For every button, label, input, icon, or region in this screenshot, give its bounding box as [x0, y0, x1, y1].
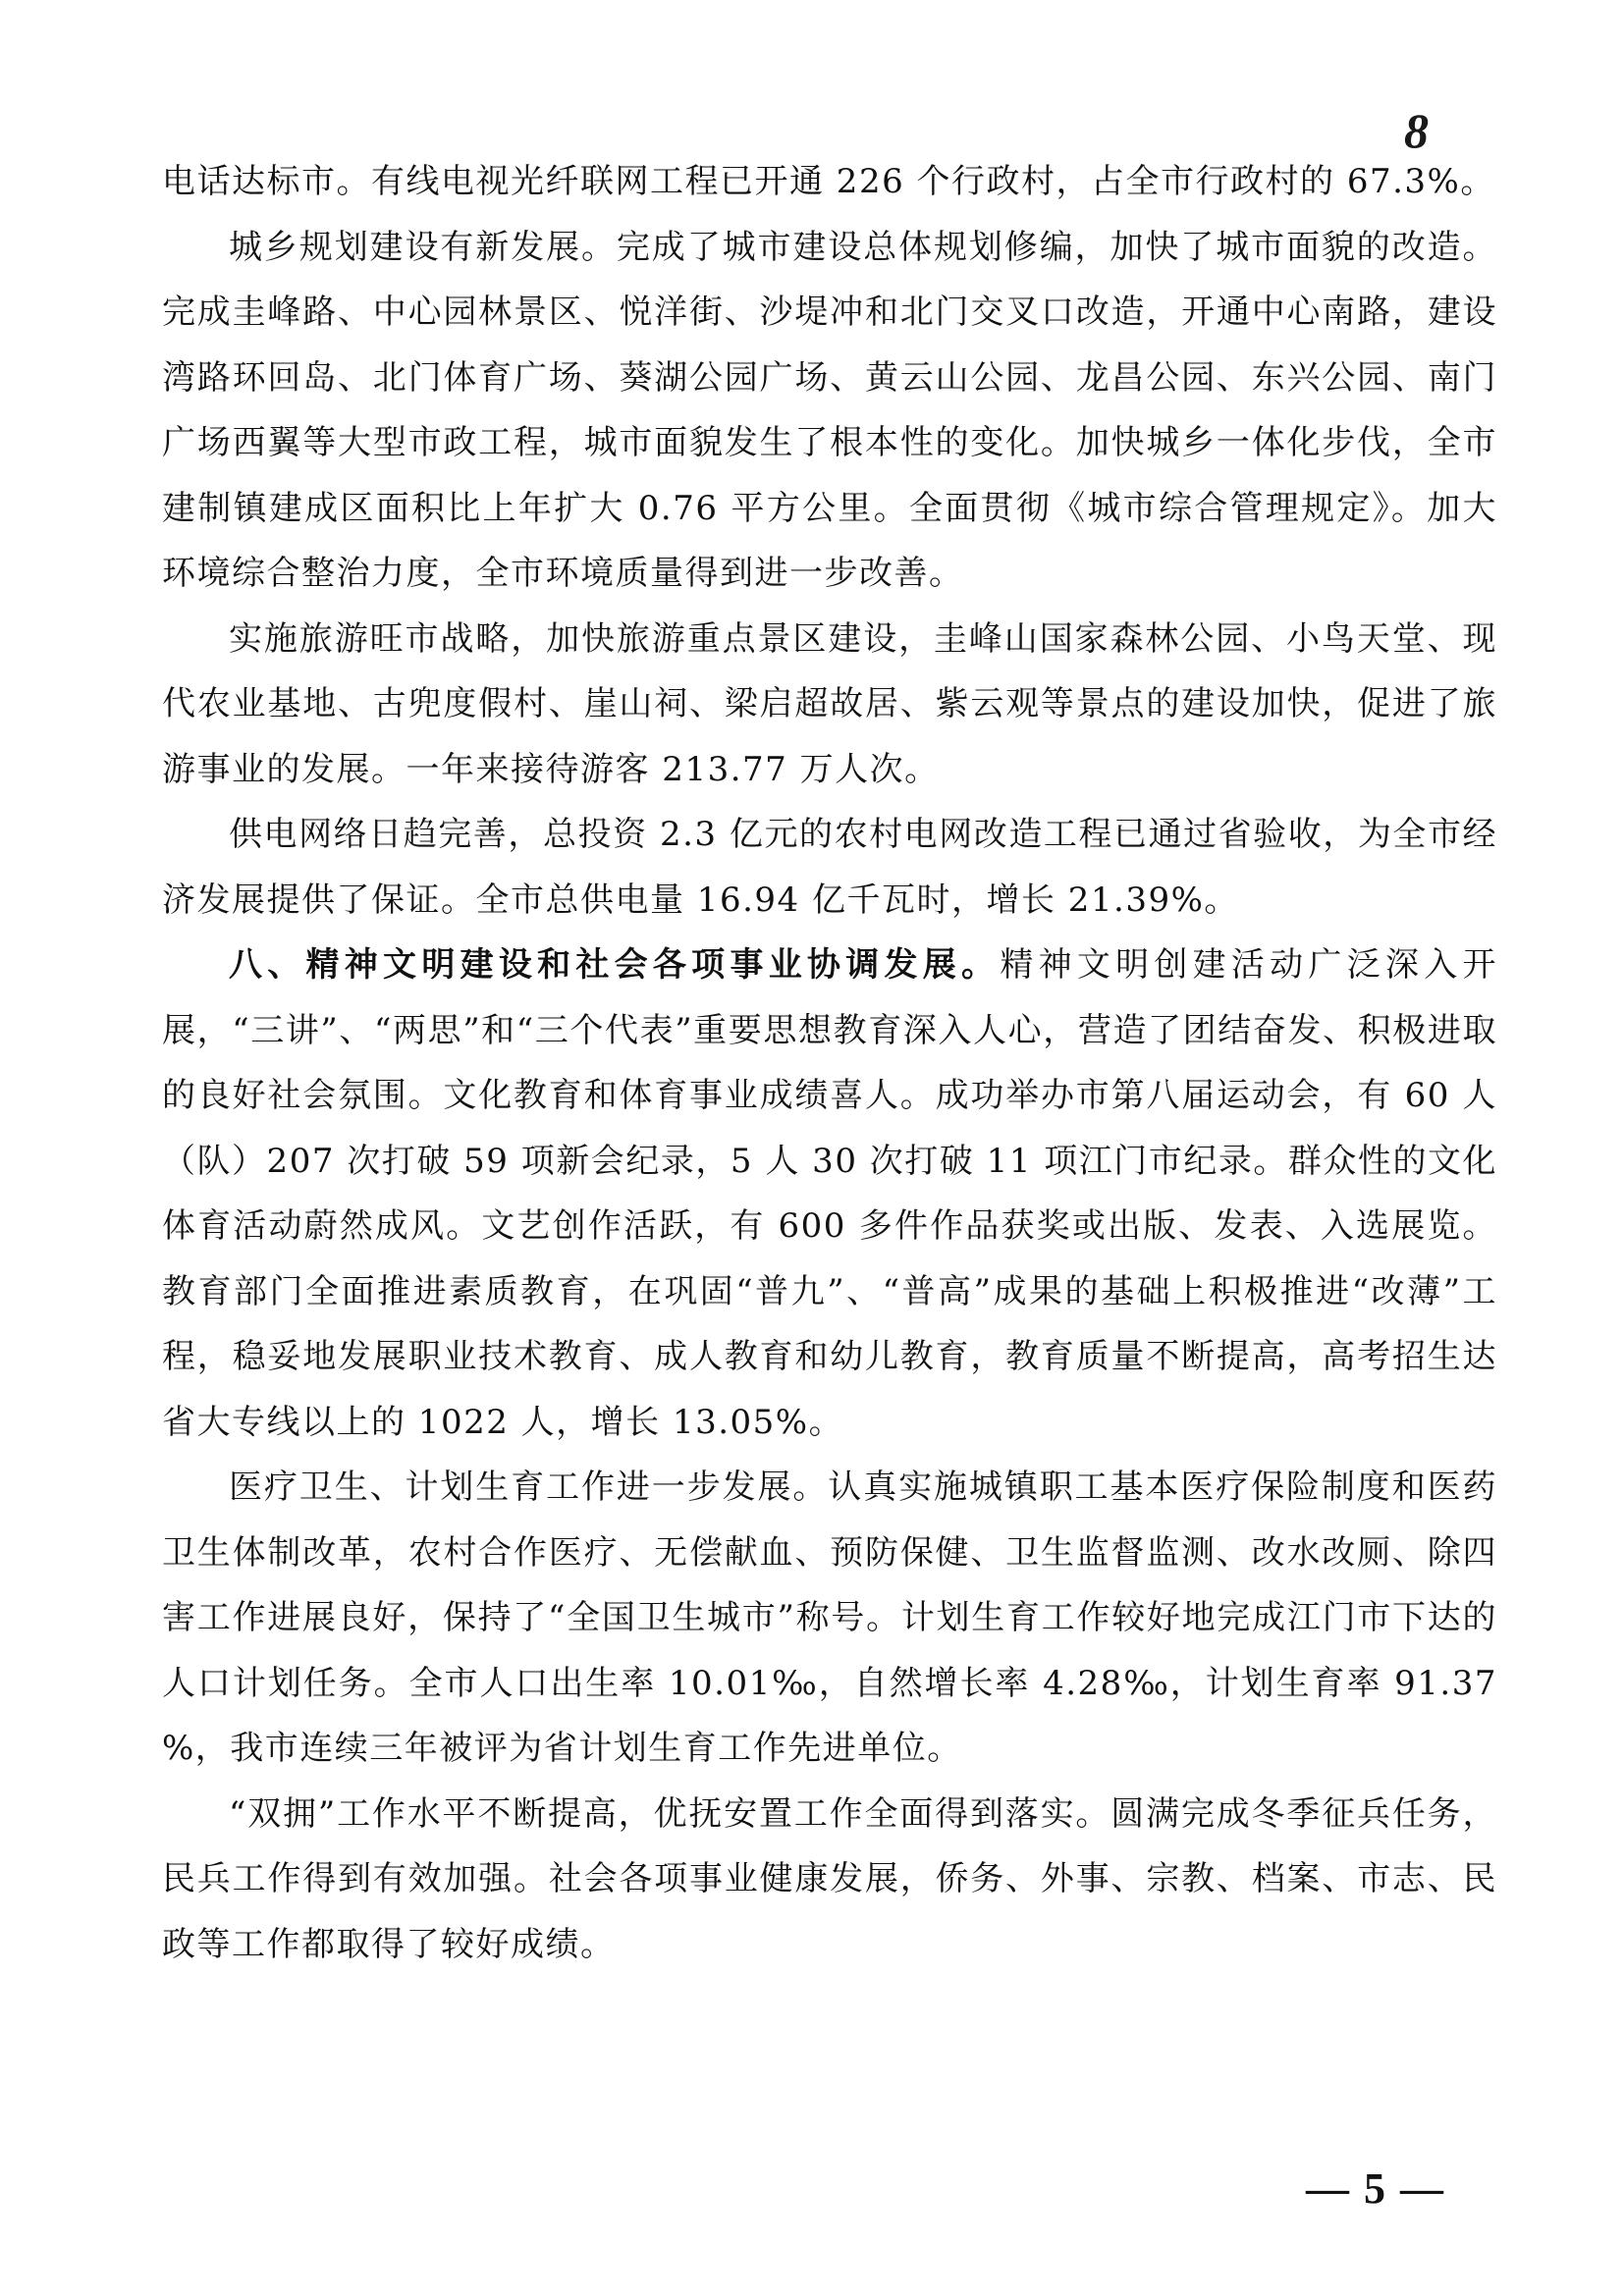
paragraph-military-support	[162, 1782, 1497, 1978]
paragraph-text: “双拥”工作水平不断提高，优抚安置工作全面得到落实。圆满完成冬季征兵任务，民兵工作得到有效加强。社会各项事业健康发展，侨务、外事、宗教、档案、市志、民政等工作都取得了较好成绩。	[162, 1793, 1497, 1964]
paragraph-tourism	[162, 607, 1497, 803]
paragraph-power-grid	[162, 802, 1497, 933]
section-heading: 八、精神文明建设和社会各项事业协调发展。	[229, 945, 1001, 985]
paragraph-health	[162, 1455, 1497, 1782]
paragraph-urban-planning	[162, 215, 1533, 607]
paragraph-continuation	[162, 149, 1497, 215]
body-text	[162, 149, 1533, 1977]
paragraph-text: 供电网络日趋完善，总投资 2.3 亿元的农村电网改造工程已通过省验收，为全市经济发展提供了保证。全市总供电量 16.94 亿千瓦时，增长 21.39%。	[162, 815, 1497, 920]
paragraph-text: 城乡规划建设有新发展。完成了城市建设总体规划修编，加快了城市面貌的改造。完成圭峰路、中心园林景区、悦洋街、沙堤冲和北门交叉口改造，开通中心南路，建设 湾路环回岛、北门体育广场、葵湖公园广场、黄云山公园、龙昌公园、东兴公园、南门广场西翼等大型市政工程，城市面貌发生了根本性的变化。加快城乡一体化步伐，全市建制镇建成区面积比上年扩大 0.76 平方公里。全面贯彻《城市综合管理规定》。加大环境综合整治力度，全市环境质量得到进一步改善。	[162, 227, 1533, 593]
handwritten-page-mark: 8	[1404, 103, 1429, 158]
page-number: — 5 —	[1306, 2164, 1445, 2213]
paragraph-section-eight	[162, 933, 1497, 1455]
paragraph-text: 精神文明创建活动广泛深入开展，“三讲”、“两思”和“三个代表”重要思想教育深入人心，营造了团结奋发、积极进取的良好社会氛围。文化教育和体育事业成绩喜人。成功举办市第八届运动会，有 60 人（队）207 次打破 59 项新会纪录，5 人 30 次打破 11 项江门市纪录。群众性的文化体育活动蔚然成风。文艺创作活跃，有 600 多件作品获奖或出版、发表、入选展览。教育部门全面推进素质教育，在巩固“普九”、“普高”成果的基础上积极推进“改薄”工程，稳妥地发展职业技术教育、成人教育和幼儿教育，教育质量不断提高，高考招生达省大专线以上的 1022 人，增长 13.05%。	[162, 945, 1497, 1442]
paragraph-text: 医疗卫生、计划生育工作进一步发展。认真实施城镇职工基本医疗保险制度和医药卫生体制改革，农村合作医疗、无偿献血、预防保健、卫生监督监测、改水改厕、除四害工作进展良好，保持了“全国卫生城市”称号。计划生育工作较好地完成江门市下达的人口计划任务。全市人口出生率 10.01‰，自然增长率 4.28‰，计划生育率 91.37 %，我市连续三年被评为省计划生育工作先进单位。	[162, 1468, 1497, 1768]
paragraph-text: 实施旅游旺市战略，加快旅游重点景区建设，圭峰山国家森林公园、小鸟天堂、现代农业基地、古兜度假村、崖山祠、梁启超故居、紫云观等景点的建设加快，促进了旅游事业的发展。一年来接待游客 213.77 万人次。	[162, 618, 1497, 789]
paragraph-text: 电话达标市。有线电视光纤联网工程已开通 226 个行政村，占全市行政村的 67.3%。	[162, 162, 1495, 201]
